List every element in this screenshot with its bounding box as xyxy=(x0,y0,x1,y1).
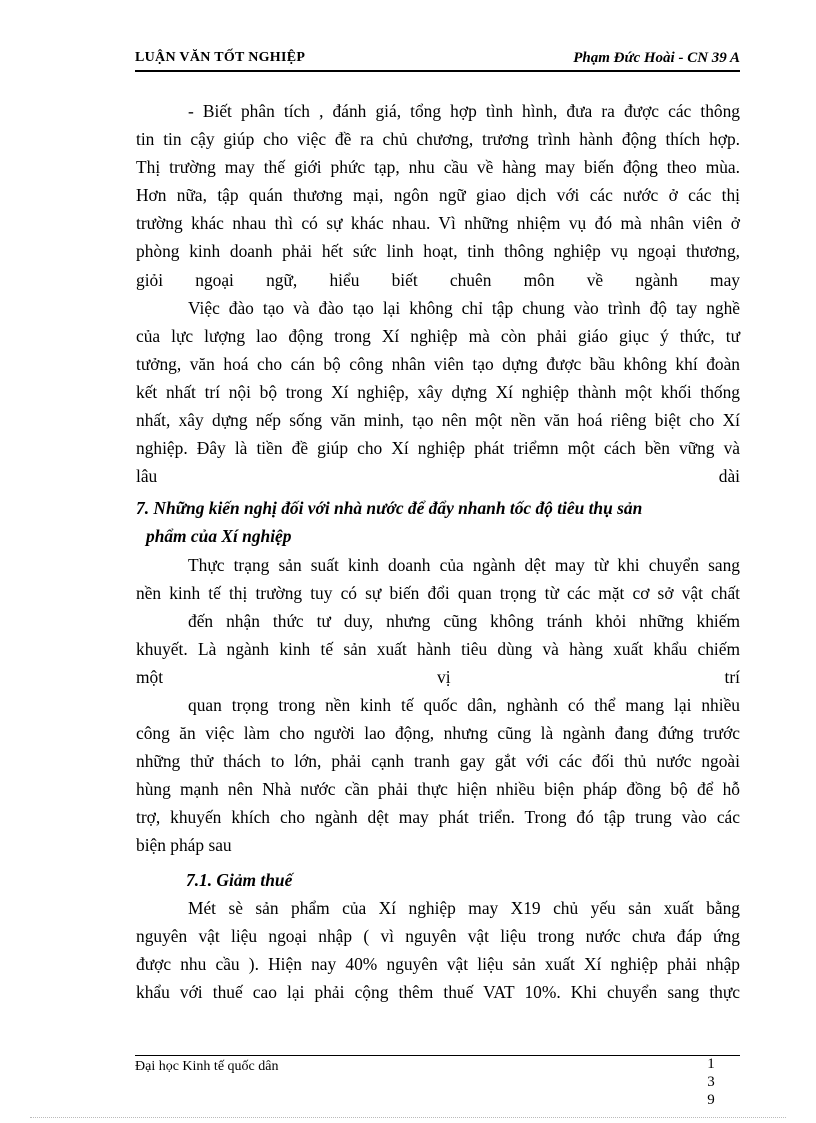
text-line: được nhu cầu ). Hiện nay 40% nguyên vật liệu sản xuất Xí nghiệp phải nhập xyxy=(136,953,740,974)
text-line: khẩu với thuế cao lại phải cộng thêm thuế VAT 10%. Khi chuyển sang thực xyxy=(136,981,740,1002)
page-header xyxy=(135,50,740,72)
text-line: khuyết. Là ngành kinh tế sản xuất hành tiêu dùng và hàng xuất khẩu chiếm xyxy=(136,638,740,659)
text-line: giỏi ngoại ngữ, hiểu biết chuên môn về ngành may xyxy=(136,269,740,290)
text-line: đến nhận thức tư duy, nhưng cũng không tránh khỏi những khiếm xyxy=(188,610,740,631)
text-line: phòng kinh doanh phải hết sức linh hoạt, tinh thông nghiệp vụ ngoại thương, xyxy=(136,241,740,262)
header-author: Phạm Đức Hoài - CN 39 A xyxy=(573,50,740,66)
text-line: Thực trạng sản suất kinh doanh của ngành dệt may từ khi chuyển sang xyxy=(188,554,740,575)
text-line: - Biết phân tích , đánh giá, tổng hợp tình hình, đưa ra được các thông xyxy=(188,101,740,121)
paragraph-5 xyxy=(136,691,740,860)
text-line: tin tin cậy giúp cho việc đề ra chủ chương, trương trình hành động thích hợp. xyxy=(136,129,740,150)
text-line: trường khác nhau thì có sự khác nhau. Vì những nhiệm vụ đó mà nhân viên ở xyxy=(136,213,740,234)
heading-line: 7. Những kiến nghị đối với nhà nước để đẩy nhanh tốc độ tiêu thụ sản xyxy=(136,498,643,519)
text-line: Hơn nữa, tập quán thương mại, ngôn ngữ giao dịch với các nước ở các thị xyxy=(136,185,740,206)
text-line: một vị trí xyxy=(136,666,740,687)
page-number-digit: 1 xyxy=(707,1056,715,1072)
text-line: Mét sè sản phẩm của Xí nghiệp may X19 chủ yếu sản xuất bằng xyxy=(188,897,740,918)
text-line: Việc đào tạo và đào tạo lại không chỉ tập chung vào trình độ tay nghề xyxy=(188,297,740,318)
paragraph-3 xyxy=(136,551,740,607)
page-number-digit: 9 xyxy=(707,1092,715,1108)
page-edge-divider xyxy=(30,1117,786,1118)
page-number-digit: 3 xyxy=(707,1074,715,1090)
section-heading-7 xyxy=(136,494,740,550)
document-body xyxy=(136,97,740,1006)
text-line: trợ, khuyến khích cho ngành dệt may phát triển. Trong đó tập trung vào các xyxy=(136,807,740,828)
text-line: hùng mạnh nên Nhà nước cần phải thực hiện nhiều biện pháp đồng bộ để hỗ xyxy=(136,779,740,800)
text-line: nghiệp. Đây là tiền đề giúp cho Xí nghiệp phát triểmn một cách bền vững và xyxy=(136,438,740,459)
paragraph-6 xyxy=(136,894,740,1006)
footer-university: Đại học Kinh tế quốc dân xyxy=(135,1059,279,1074)
text-line: lâu dài xyxy=(136,466,740,487)
paragraph-1 xyxy=(136,97,740,294)
header-thesis-title: LUẬN VĂN TỐT NGHIỆP xyxy=(135,50,306,65)
text-line: nền kinh tế thị trường tuy có sự biến đổi quan trọng từ các mặt cơ sở vật chất xyxy=(136,582,740,603)
text-line: quan trọng trong nền kinh tế quốc dân, nghành có thể mang lại nhiều xyxy=(188,694,740,715)
text-line: Thị trường may thế giới phức tạp, nhu cầu về hàng may biến động theo mùa. xyxy=(136,157,740,178)
text-line: biện pháp sau xyxy=(136,835,232,856)
text-line: nguyên vật liệu ngoại nhập ( vì nguyên vật liệu trong nước chưa đáp ứng xyxy=(136,925,740,946)
text-line: những thử thách to lớn, phải cạnh tranh gay gắt với các đối thủ nước ngoài xyxy=(136,751,740,772)
section-heading-7-1: 7.1. Giảm thuế xyxy=(186,869,293,890)
text-line: công ăn việc làm cho người lao động, nhưng cũng là ngành đang đứng trước xyxy=(136,723,740,744)
text-line: kết nhất trí nội bộ trong Xí nghiệp, xây dựng Xí nghiệp thành một khối thống xyxy=(136,381,740,402)
page-number xyxy=(701,1055,721,1109)
text-line: tưởng, văn hoá cho cán bộ công nhân viên tạo dựng được bầu không khí đoàn xyxy=(136,353,740,374)
footer-divider xyxy=(135,1055,740,1056)
paragraph-4 xyxy=(136,607,740,691)
paragraph-2 xyxy=(136,294,740,491)
text-line: nhất, xây dựng nếp sống văn minh, tạo nên một nền văn hoá riêng biệt cho Xí xyxy=(136,410,740,431)
heading-line: phẩm của Xí nghiệp xyxy=(146,526,292,547)
text-line: của lực lượng lao động trong Xí nghiệp mà còn phải giáo giục ý thức, tư xyxy=(136,325,740,346)
